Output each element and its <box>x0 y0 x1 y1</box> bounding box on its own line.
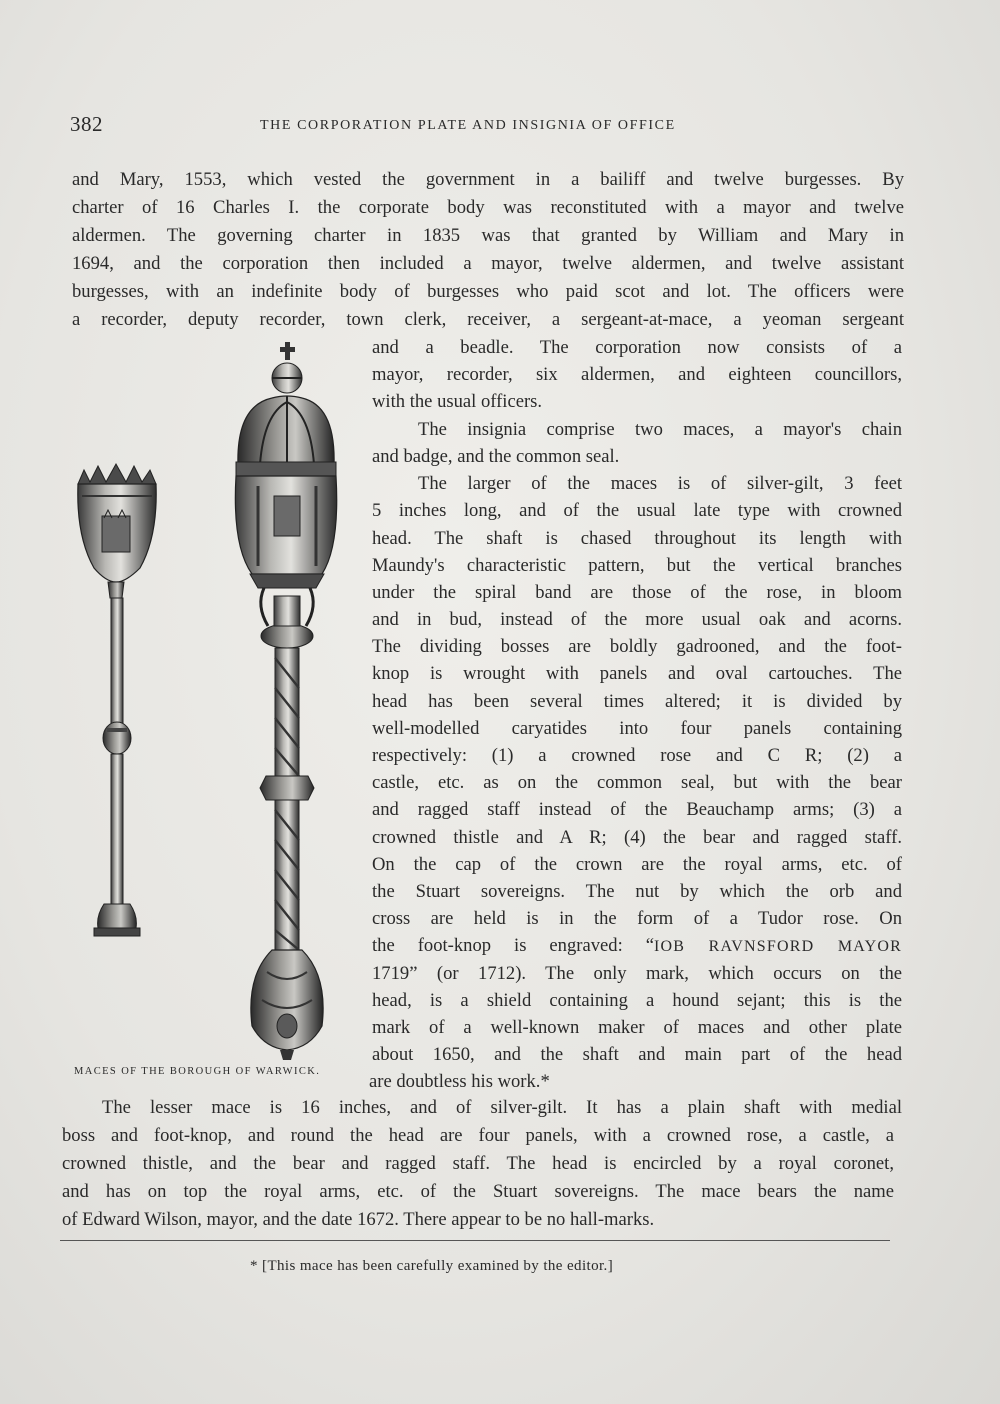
text-line: the Stuart sovereigns. The nut by which the orb and <box>372 881 902 902</box>
text-line: 1694, and the corporation then included a mayor, twelve aldermen, and twelve assistant <box>72 253 904 274</box>
lesser-mace <box>78 464 156 936</box>
text-line: On the cap of the crown are the royal arms, etc. of <box>372 854 902 875</box>
inscription-text: IOB RAVNSFORD MAYOR <box>653 938 902 955</box>
text-line: boss and foot-knop, and round the head are four panels, with a crowned rose, a castle, a <box>62 1125 894 1146</box>
footnote-divider <box>60 1240 890 1241</box>
text-line: respectively: (1) a crowned rose and C R; (2) a <box>372 745 902 766</box>
text-line: burgesses, with an indefinite body of burgesses who paid scot and lot. The officers were <box>72 281 904 302</box>
text-line: about 1650, and the shaft and main part of the head <box>372 1044 902 1065</box>
text-line: knop is wrought with panels and oval cartouches. The <box>372 663 902 684</box>
running-title: THE CORPORATION PLATE AND INSIGNIA OF OFFICE <box>260 118 676 133</box>
text-line: with the usual officers. <box>372 391 543 412</box>
text-line: are doubtless his work.* <box>369 1071 550 1092</box>
figure-caption: MACES OF THE BOROUGH OF WARWICK. <box>74 1066 321 1077</box>
text-line: and ragged staff instead of the Beauchamp arms; (3) a <box>372 799 902 820</box>
text-line: head has been several times altered; it is divided by <box>372 691 902 712</box>
text-line: head, is a shield containing a hound sejant; this is the <box>372 990 902 1011</box>
footnote: * [This mace has been carefully examined by the editor.] <box>250 1258 614 1274</box>
text-line: charter of 16 Charles I. the corporate body was reconstituted with a mayor and twelve <box>72 197 904 218</box>
text-line: of Edward Wilson, mayor, and the date 1672. There appear to be no hall-marks. <box>62 1209 655 1230</box>
text-line: mark of a well-known maker of maces and other plate <box>372 1017 902 1038</box>
text-line: a recorder, deputy recorder, town clerk, receiver, a sergeant-at-mace, a yeoman sergeant <box>72 309 904 330</box>
text-fragment: the foot-knop is engraved: “ <box>372 935 654 956</box>
text-line: The insignia comprise two maces, a mayor's chain <box>418 419 902 440</box>
text-line: crowned thistle and A R; (4) the bear and ragged staff. <box>372 827 902 848</box>
text-line: cross are held is in the form of a Tudor rose. On <box>372 908 902 929</box>
text-line: and has on top the royal arms, etc. of the Stuart sovereigns. The mace bears the name <box>62 1181 894 1202</box>
text-line: mayor, recorder, six aldermen, and eighteen councillors, <box>372 364 902 385</box>
page-header <box>70 112 900 142</box>
page-number: 382 <box>70 112 103 136</box>
text-line: The lesser mace is 16 inches, and of silver-gilt. It has a plain shaft with medial <box>102 1097 902 1118</box>
text-line: castle, etc. as on the common seal, but with the bear <box>372 772 902 793</box>
text-line <box>372 932 902 960</box>
text-line: and badge, and the common seal. <box>372 446 620 467</box>
text-line: 5 inches long, and of the usual late type with crowned <box>372 500 902 521</box>
text-line: Maundy's characteristic pattern, but the vertical branches <box>372 555 902 576</box>
maces-illustration <box>60 336 360 1066</box>
text-line: aldermen. The governing charter in 1835 was that granted by William and Mary in <box>72 225 904 246</box>
text-line: The dividing bosses are boldly gadrooned, and the foot- <box>372 636 902 657</box>
text-line: and a beadle. The corporation now consists of a <box>372 337 902 358</box>
larger-mace <box>235 342 336 1060</box>
text-line: crowned thistle, and the bear and ragged staff. The head is encircled by a royal coronet, <box>62 1153 894 1174</box>
text-line: and in bud, instead of the more usual oak and acorns. <box>372 609 902 630</box>
text-line: and Mary, 1553, which vested the government in a bailiff and twelve burgesses. By <box>72 169 904 190</box>
text-line: under the spiral band are those of the rose, in bloom <box>372 582 902 603</box>
text-line: head. The shaft is chased throughout its length with <box>372 528 902 549</box>
text-line: The larger of the maces is of silver-gilt, 3 feet <box>418 473 902 494</box>
text-line: 1719” (or 1712). The only mark, which occurs on the <box>372 963 902 984</box>
text-line: well-modelled caryatides into four panels containing <box>372 718 902 739</box>
